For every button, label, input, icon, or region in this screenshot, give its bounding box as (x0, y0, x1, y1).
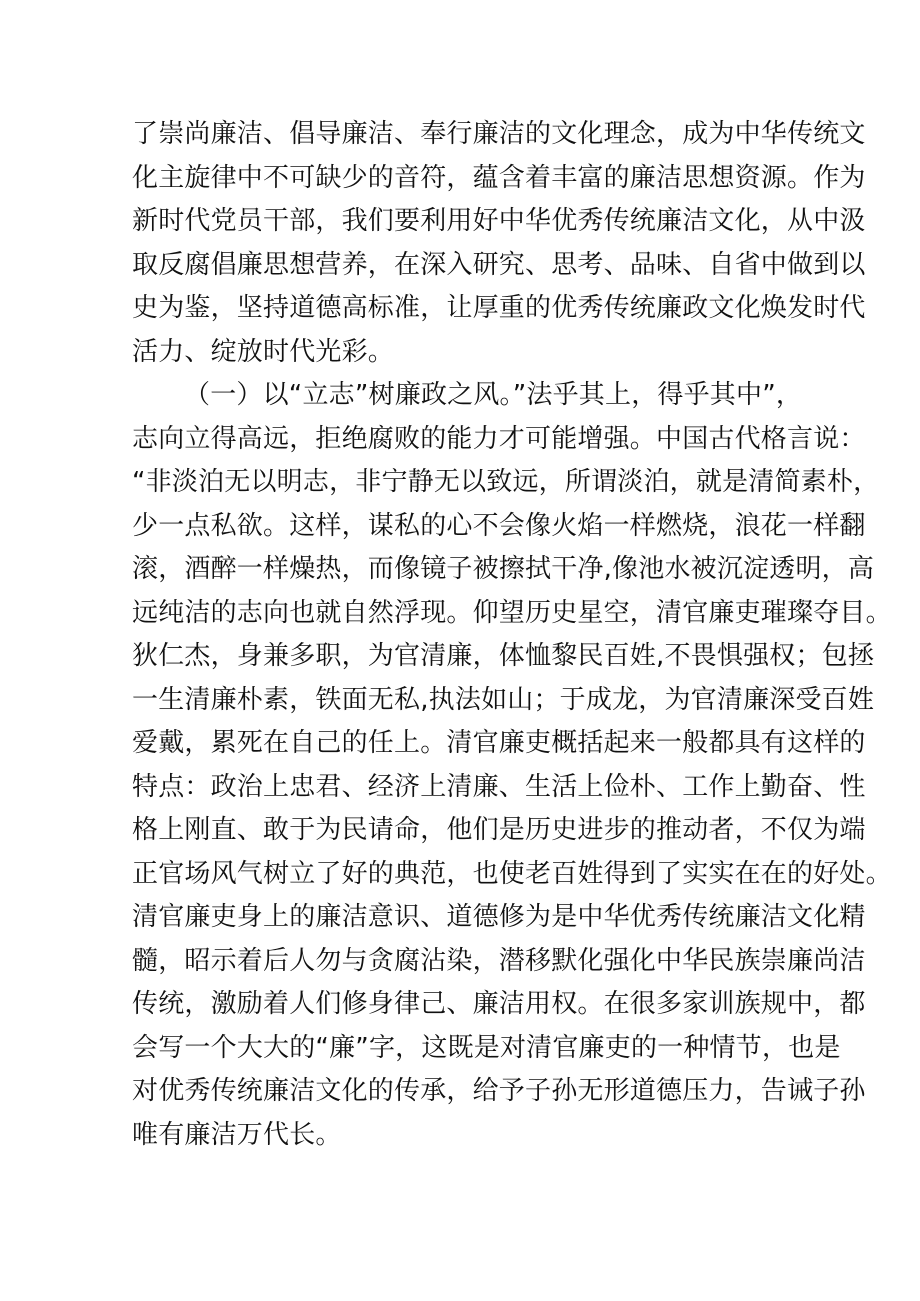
text-line: 取反腐倡廉思想营养，在深入研究、思考、品味、自省中做到以 (132, 249, 866, 280)
text-line: 正官场风气树立了好的典范，也使老百姓得到了实实在在的好处。 (132, 858, 892, 889)
text-line: 格上刚直、敢于为民请命，他们是历史进步的推动者，不仅为端 (132, 815, 866, 845)
body-text (132, 113, 892, 1157)
text-line: 传统，激励着人们修身律己、廉洁用权。在很多家训族规中，都 (132, 989, 866, 1019)
text-line: 会写一个大大的“廉”字，这既是对清官廉吏的一种情节，也是 (132, 1032, 841, 1063)
text-line: 了崇尚廉洁、倡导廉洁、奉行廉洁的文化理念，成为中华传统文 (132, 119, 866, 149)
text-line: 滚，酒醉一样燥热，而像镜子被擦拭干净,像池水被沉淀透明，高 (132, 554, 875, 584)
section-heading-line: （一）以“立志”树廉政之风。”法乎其上，得乎其中”， (184, 380, 803, 410)
text-line: 史为鉴，坚持道德高标准，让厚重的优秀传统廉政文化焕发时代 (132, 293, 866, 323)
text-line: 远纯洁的志向也就自然浮现。仰望历史星空，清官廉吏璀璨夺目。 (132, 597, 892, 628)
text-line: 特点：政治上忠君、经济上清廉、生活上俭朴、工作上勤奋、性 (132, 771, 866, 802)
text-line: 清官廉吏身上的廉洁意识、道德修为是中华优秀传统廉洁文化精 (132, 902, 866, 932)
text-line: 志向立得高远，拒绝腐败的能力才可能增强。中国古代格言说： (132, 423, 866, 454)
text-line: 新时代党员干部，我们要利用好中华优秀传统廉洁文化，从中汲 (132, 206, 866, 236)
text-line: 化主旋律中不可缺少的音符，蕴含着丰富的廉洁思想资源。作为 (132, 162, 866, 193)
text-line: 狄仁杰，身兼多职，为官清廉，体恤黎民百姓,不畏惧强权；包拯 (132, 641, 875, 671)
text-line: 活力、绽放时代光彩。 (132, 336, 395, 367)
text-line: 爱戴，累死在自己的任上。清官廉吏概括起来一般都具有这样的 (132, 728, 866, 758)
text-line: 髓，昭示着后人勿与贪腐沾染，潜移默化强化中华民族崇廉尚洁 (132, 945, 866, 976)
text-line: 唯有廉洁万代长。 (132, 1119, 342, 1150)
text-line: 少一点私欲。这样，谋私的心不会像火焰一样燃烧，浪花一样翻 (132, 510, 866, 541)
text-line: 对优秀传统廉洁文化的传承，给予子孙无形道德压力，告诫子孙 (132, 1076, 866, 1106)
text-line: 一生清廉朴素，铁面无私,执法如山；于成龙，为官清廉深受百姓 (132, 684, 875, 715)
text-line: “非淡泊无以明志，非宁静无以致远，所谓淡泊，就是清简素朴， (132, 467, 880, 497)
